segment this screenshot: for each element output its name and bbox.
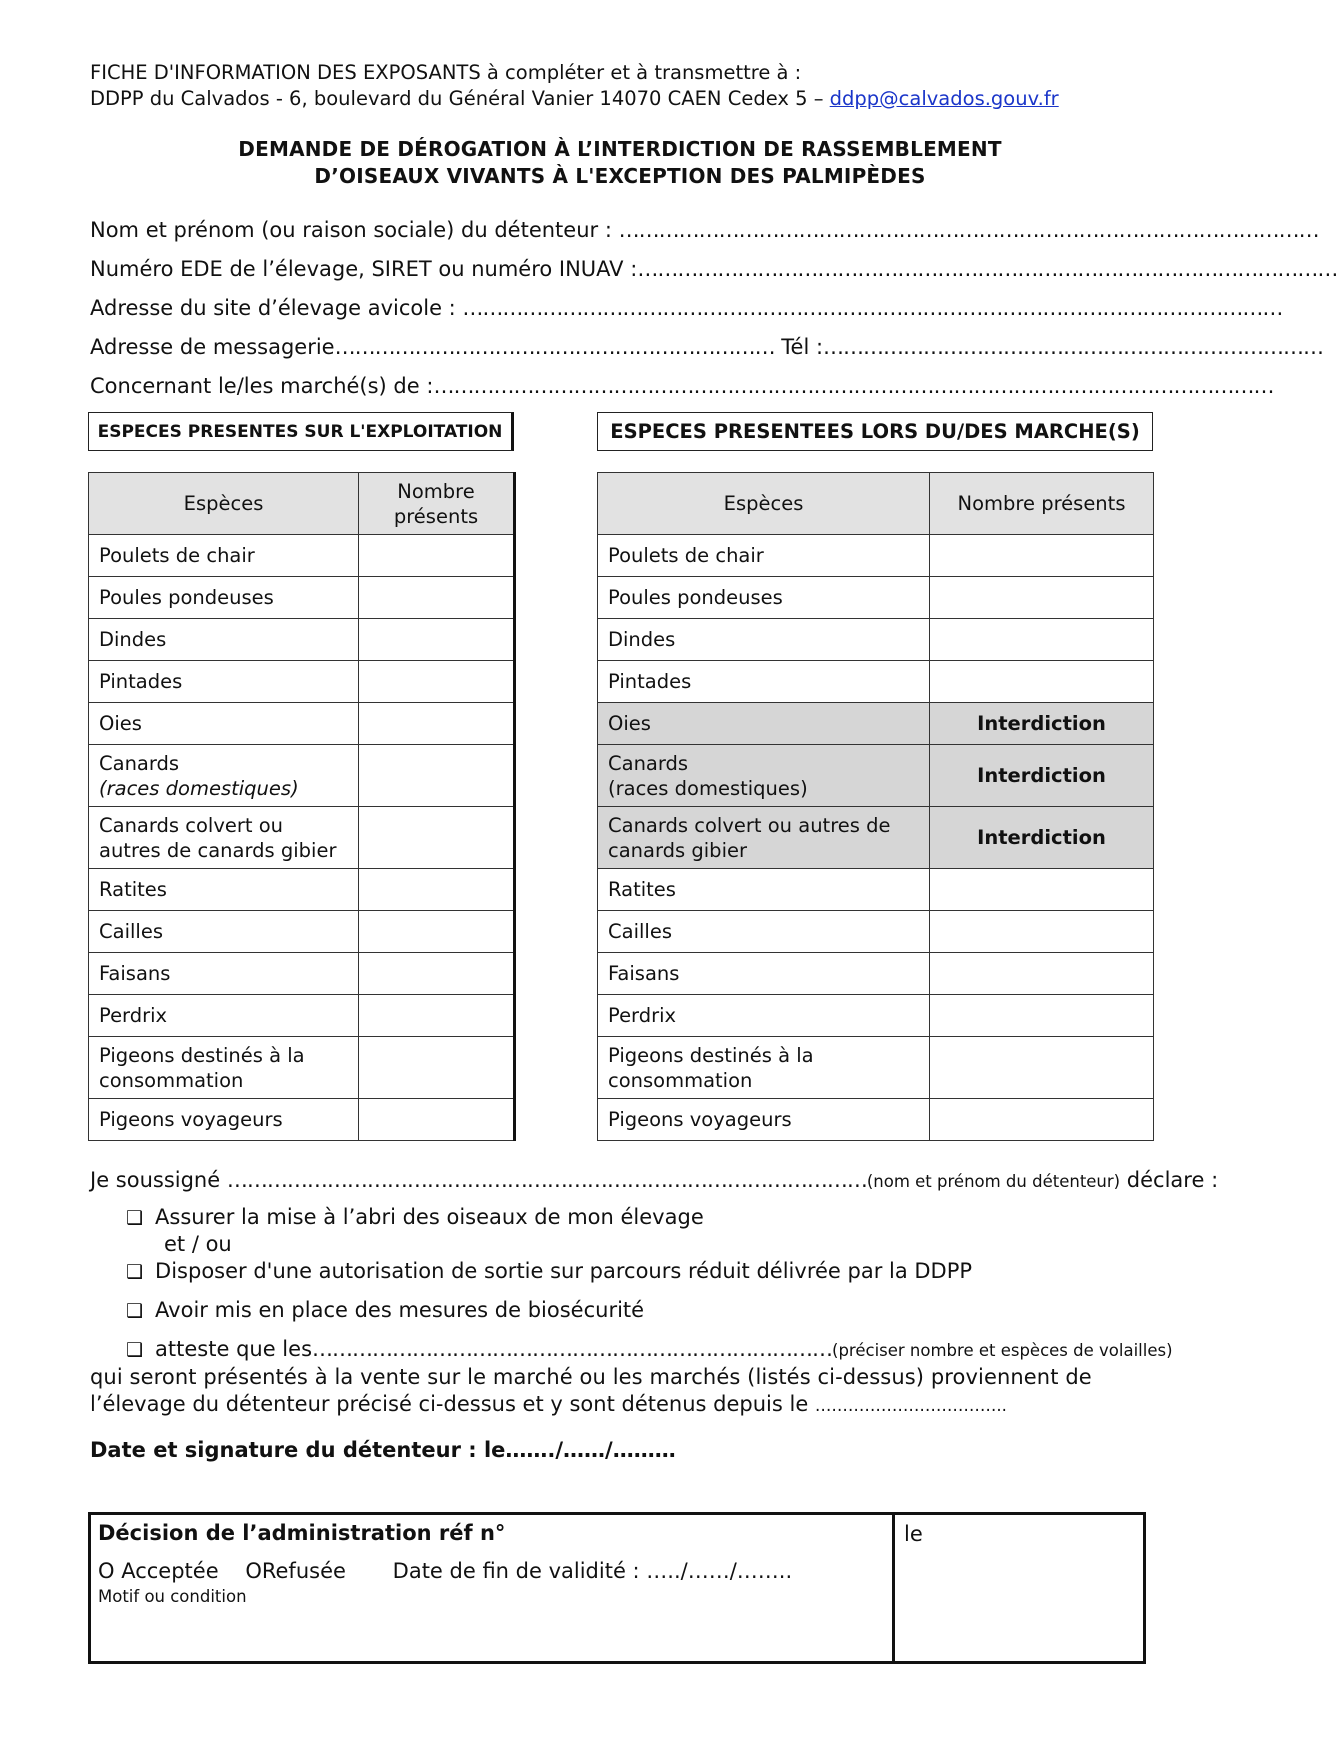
decision-date-label: le [904, 1522, 923, 1546]
title-line-1: DEMANDE DE DÉROGATION À L’INTERDICTION DE RASSEMBLEMENT [238, 137, 1002, 161]
table-row [598, 869, 1154, 911]
species-cell: Poulets de chair [598, 535, 930, 577]
checklist-item-shelter [126, 1204, 704, 1257]
species-cell: Faisans [89, 953, 359, 995]
table-row [89, 577, 515, 619]
field-holder-name[interactable] [90, 216, 1319, 244]
item-label: Avoir mis en place des mesures de biosécurité [155, 1298, 645, 1322]
count-cell[interactable] [359, 535, 515, 577]
table-row [89, 995, 515, 1037]
count-cell[interactable] [359, 807, 515, 869]
col-header-species: Espèces [89, 473, 359, 535]
count-cell[interactable] [359, 1037, 515, 1099]
field-label: Adresse de messagerie [90, 335, 335, 359]
declaration-line [90, 1166, 1219, 1196]
table-row [598, 745, 1154, 807]
species-cell: Canards colvert ou autres de canards gibier [598, 807, 930, 869]
count-cell[interactable] [930, 1099, 1154, 1141]
field-label: Concernant le/les marché(s) de : [90, 374, 434, 398]
count-cell[interactable] [930, 995, 1154, 1037]
decision-options [98, 1559, 792, 1583]
field-markets[interactable] [90, 372, 1274, 400]
count-cell[interactable] [359, 869, 515, 911]
item-note: et / ou [164, 1232, 232, 1256]
species-cell: Poulets de chair [89, 535, 359, 577]
fill-dots: ……………………………………………………………………………………………………………… [433, 374, 1274, 398]
species-cell: Oies [89, 703, 359, 745]
table-row [89, 661, 515, 703]
count-cell[interactable] [930, 1037, 1154, 1099]
tel-label: Tél : [774, 335, 824, 359]
table-row [598, 661, 1154, 703]
species-cell: Dindes [598, 619, 930, 661]
field-site-address[interactable] [90, 294, 1283, 322]
field-label: Nom et prénom (ou raison sociale) du détenteur : [90, 218, 619, 242]
field-label: Adresse du site d’élevage avicole : [90, 296, 463, 320]
col-header-species: Espèces [598, 473, 930, 535]
species-cell: Pigeons destinés à la consommation [598, 1037, 930, 1099]
document-header [90, 60, 1059, 112]
species-cell: Canards colvert ou autres de canards gibier [89, 807, 359, 869]
table-row [598, 619, 1154, 661]
table-row [89, 911, 515, 953]
table-row [89, 535, 515, 577]
count-cell[interactable] [930, 911, 1154, 953]
count-cell[interactable] [930, 619, 1154, 661]
table-row [89, 1037, 515, 1099]
count-cell[interactable] [359, 745, 515, 807]
species-cell: Faisans [598, 953, 930, 995]
count-cell[interactable] [359, 703, 515, 745]
fill-dots[interactable]: …………………………………………………………………………………… [226, 1168, 867, 1192]
table-row [89, 953, 515, 995]
form-title [0, 136, 1240, 190]
fill-dots[interactable]: …………………………………………………………………… [312, 1337, 833, 1361]
species-name: Canards [608, 751, 689, 775]
checkbox-icon[interactable]: ❑ [126, 1207, 144, 1229]
count-cell[interactable] [930, 661, 1154, 703]
validity-date[interactable]: Date de fin de validité : …../……/…….. [392, 1559, 793, 1583]
count-cell[interactable] [359, 661, 515, 703]
field-ede-number[interactable] [90, 255, 1337, 283]
field-label: Numéro EDE de l’élevage, SIRET ou numéro INUAV : [90, 257, 638, 281]
signature-line[interactable]: Date et signature du détenteur : le……./……/……… [90, 1438, 676, 1462]
paragraph-text: l’élevage du détenteur précisé ci-dessus et y sont détenus depuis le [90, 1392, 815, 1416]
species-cell [89, 745, 359, 807]
interdiction-cell: Interdiction [930, 703, 1154, 745]
decision-divider [892, 1515, 895, 1661]
species-cell: Oies [598, 703, 930, 745]
left-species-table [88, 472, 516, 1141]
email-link[interactable]: ddpp@calvados.gouv.fr [829, 87, 1059, 110]
fill-dots: ………………………………………………………………… [823, 335, 1324, 359]
decision-title: Décision de l’administration réf n° [98, 1521, 506, 1545]
declaration-name-hint: (nom et prénom du détenteur) [866, 1172, 1121, 1191]
count-cell[interactable] [930, 577, 1154, 619]
species-note: (races domestiques) [99, 776, 299, 800]
field-email-phone[interactable] [90, 333, 1324, 361]
declaration-paragraph-line-2 [90, 1390, 1154, 1420]
item-label: Disposer d'une autorisation de sortie sur parcours réduit délivrée par la DDPP [155, 1259, 973, 1283]
count-cell[interactable] [930, 953, 1154, 995]
species-cell: Pigeons voyageurs [89, 1099, 359, 1141]
species-cell: Poules pondeuses [598, 577, 930, 619]
fill-dots: ………………………………………………………… [334, 335, 775, 359]
table-row [598, 703, 1154, 745]
left-section-title: ESPECES PRESENTES SUR L'EXPLOITATION [88, 412, 514, 451]
count-cell[interactable] [359, 619, 515, 661]
species-cell: Poules pondeuses [89, 577, 359, 619]
declaration-prefix: Je soussigné [90, 1168, 227, 1192]
checklist-item-biosecurity [126, 1297, 644, 1324]
accept-option[interactable]: O Acceptée [98, 1559, 219, 1583]
title-line-2: D’OISEAUX VIVANTS À L'EXCEPTION DES PALMIPÈDES [314, 164, 926, 188]
species-cell: Cailles [598, 911, 930, 953]
motif-label: Motif ou condition [98, 1587, 247, 1606]
table-row [598, 1099, 1154, 1141]
refuse-option[interactable]: ORefusée [245, 1559, 346, 1583]
checkbox-icon[interactable]: ❑ [126, 1261, 144, 1283]
col-header-count: Nombre présents [930, 473, 1154, 535]
species-cell: Pintades [598, 661, 930, 703]
count-cell[interactable] [359, 1099, 515, 1141]
decision-box [88, 1512, 1146, 1664]
fill-dots: …………………………………………………………………………………………… [637, 257, 1337, 281]
table-row [598, 995, 1154, 1037]
item-label: atteste que les [155, 1337, 313, 1361]
right-section-title: ESPECES PRESENTEES LORS DU/DES MARCHE(S) [597, 412, 1153, 451]
fill-dots: …………………………………………………………………………………………………………… [462, 296, 1283, 320]
species-cell: Ratites [598, 869, 930, 911]
table-row [598, 807, 1154, 869]
checkbox-icon[interactable]: ❑ [126, 1339, 144, 1361]
col-header-count: Nombre présents [359, 473, 515, 535]
table-row [89, 619, 515, 661]
species-cell: Pigeons voyageurs [598, 1099, 930, 1141]
table-row [598, 577, 1154, 619]
count-cell[interactable] [930, 535, 1154, 577]
date-dots[interactable]: …………………………….. [814, 1396, 1007, 1415]
interdiction-cell: Interdiction [930, 745, 1154, 807]
species-cell: Perdrix [598, 995, 930, 1037]
checklist-item-authorization [126, 1258, 972, 1285]
species-cell: Ratites [89, 869, 359, 911]
header-address: DDPP du Calvados - 6, boulevard du Général Vanier 14070 CAEN Cedex 5 – [90, 87, 830, 110]
table-row [89, 703, 515, 745]
species-note: (races domestiques) [608, 776, 808, 800]
checkbox-icon[interactable]: ❑ [126, 1300, 144, 1322]
declaration-suffix: déclare : [1120, 1168, 1219, 1192]
count-cell[interactable] [359, 577, 515, 619]
table-row [598, 1037, 1154, 1099]
table-row [89, 745, 515, 807]
table-row [89, 807, 515, 869]
species-cell: Pintades [89, 661, 359, 703]
species-cell: Dindes [89, 619, 359, 661]
item-hint: (préciser nombre et espèces de volailles) [832, 1341, 1173, 1360]
species-cell [598, 745, 930, 807]
count-cell[interactable] [359, 995, 515, 1037]
table-row [89, 869, 515, 911]
fill-dots: …………………………………………………………………………………………… [618, 218, 1319, 242]
table-row [89, 1099, 515, 1141]
table-row [598, 911, 1154, 953]
count-cell[interactable] [930, 869, 1154, 911]
checklist-item-attest [126, 1336, 1173, 1364]
interdiction-cell: Interdiction [930, 807, 1154, 869]
count-cell[interactable] [359, 953, 515, 995]
table-row [598, 535, 1154, 577]
table-row [598, 953, 1154, 995]
species-cell: Pigeons destinés à la consommation [89, 1037, 359, 1099]
count-cell[interactable] [359, 911, 515, 953]
declaration-paragraph-line-1: qui seront présentés à la vente sur le marché ou les marchés (listés ci-dessus) proviennent de [90, 1365, 1092, 1389]
header-line-2 [90, 86, 1059, 112]
header-line-1: FICHE D'INFORMATION DES EXPOSANTS à compléter et à transmettre à : [90, 61, 802, 84]
right-species-table [597, 472, 1154, 1141]
species-cell: Perdrix [89, 995, 359, 1037]
species-cell: Cailles [89, 911, 359, 953]
item-label: Assurer la mise à l’abri des oiseaux de mon élevage [155, 1205, 704, 1229]
species-name: Canards [99, 751, 180, 775]
